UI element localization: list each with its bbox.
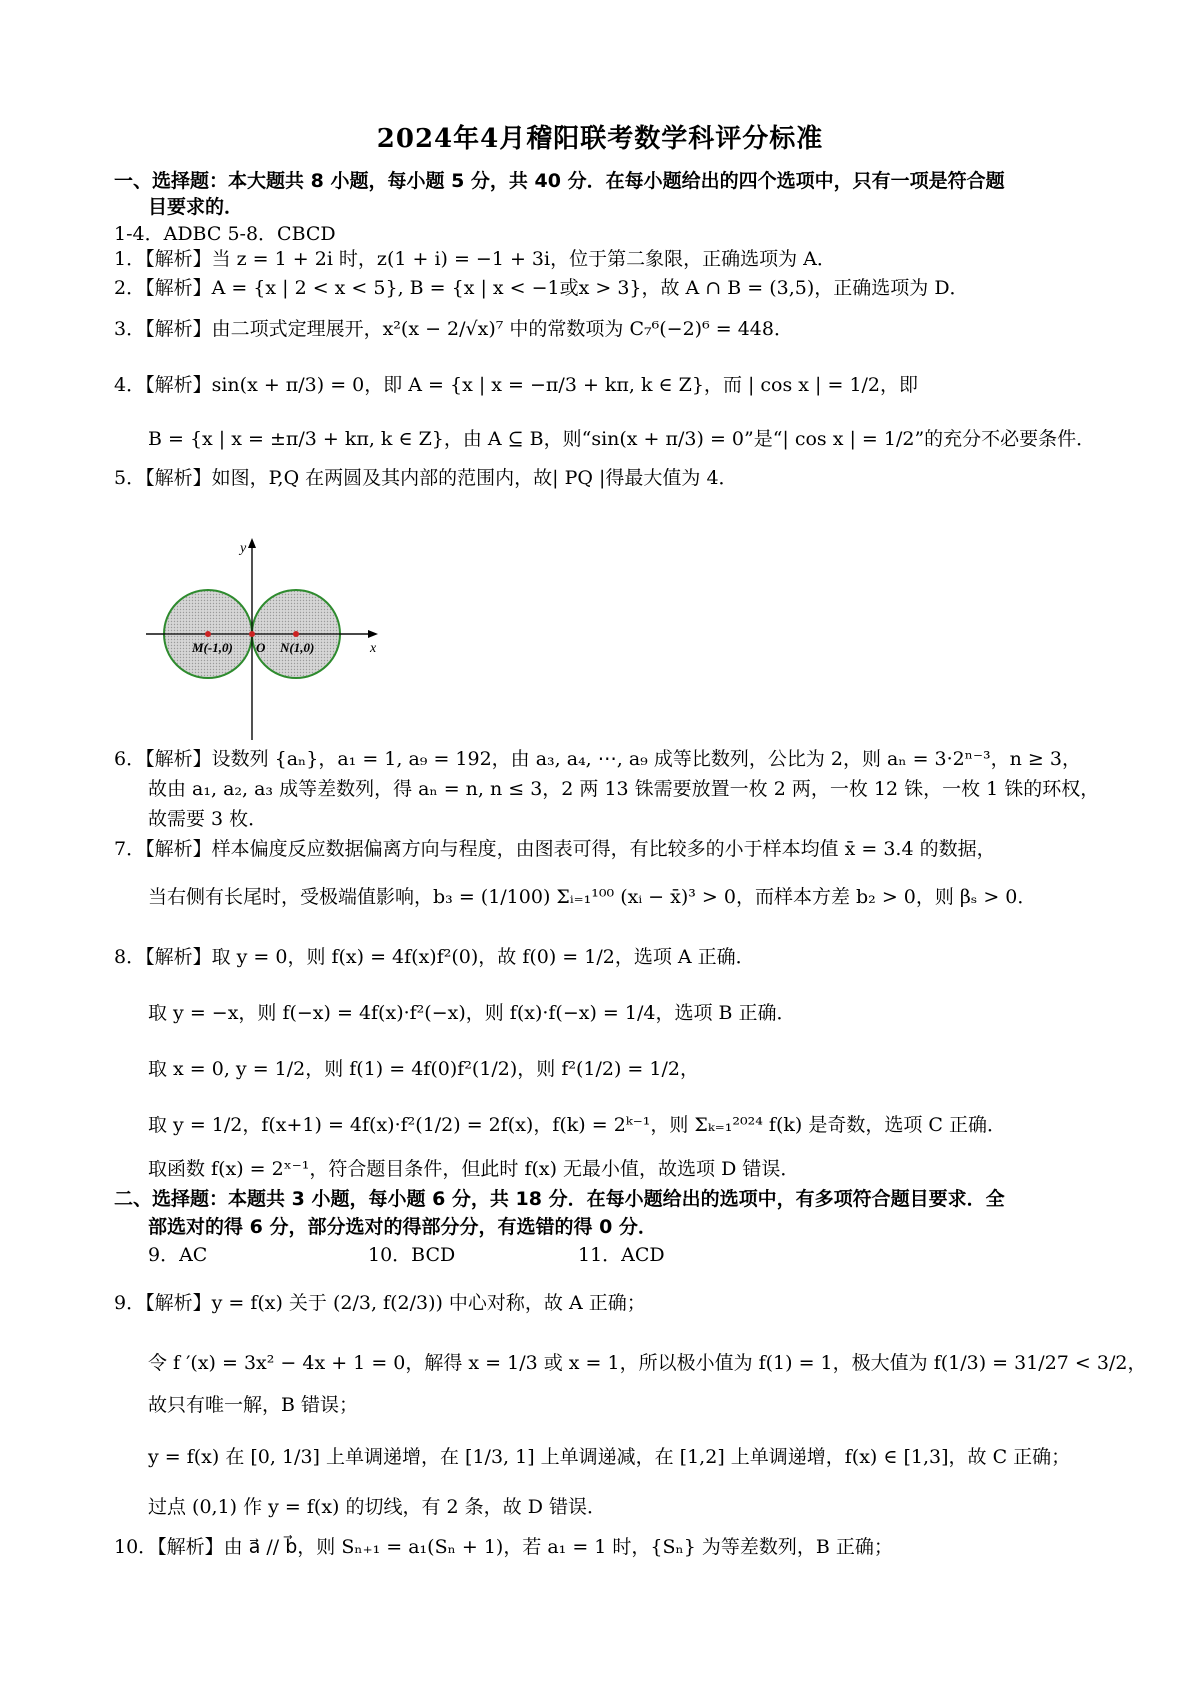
- label-origin: O: [256, 640, 266, 655]
- q3-solution: 3．【解析】由二项式定理展开，x²(x − 2/√x)⁷ 中的常数项为 C₇⁶(−2)⁶ = 448．: [114, 318, 793, 340]
- label-x: x: [370, 641, 377, 656]
- q8-solution-line2: 取 y = −x，则 f(−x) = 4f(x)·f²(−x)，则 f(x)·f(−x) = 1/4，选项 B 正确．: [148, 1002, 796, 1024]
- section1-heading-line2: 目要求的．: [148, 196, 244, 218]
- q6-solution-line1: 6．【解析】设数列 {aₙ}，a₁ = 1, a₉ = 192，由 a₃, a₄, ⋯, a₉ 成等比数列，公比为 2，则 aₙ = 3·2ⁿ⁻³，n ≥ 3，: [114, 748, 1081, 770]
- label-n: N(1,0): [280, 640, 315, 655]
- q8-solution-line1: 8．【解析】取 y = 0，则 f(x) = 4f(x)f²(0)，故 f(0) = 1/2，选项 A 正确．: [114, 946, 755, 968]
- q8-solution-line5: 取函数 f(x) = 2ˣ⁻¹，符合题目条件，但此时 f(x) 无最小值，故选项 D 错误．: [148, 1158, 800, 1180]
- q8-solution-line3: 取 x = 0, y = 1/2，则 f(1) = 4f(0)f²(1/2)，则 f²(1/2) = 1/2，: [148, 1058, 699, 1080]
- answer-11: 11．ACD: [578, 1244, 665, 1266]
- section1-heading-line1: 一、选择题：本大题共 8 小题，每小题 5 分，共 40 分．在每小题给出的四个选项中，只有一项是符合题: [114, 170, 1005, 192]
- q8-solution-line4: 取 y = 1/2，f(x+1) = 4f(x)·f²(1/2) = 2f(x)，f(k) = 2ᵏ⁻¹，则 Σₖ₌₁²⁰²⁴ f(k) 是奇数，选项 C 正确．: [148, 1114, 1006, 1136]
- q2-solution: 2．【解析】A = {x | 2 < x < 5}, B = {x | x < −1或x > 3}，故 A ∩ B = (3,5)，正确选项为 D．: [114, 277, 969, 299]
- q9-solution-line2: 令 f ′(x) = 3x² − 4x + 1 = 0，解得 x = 1/3 或 x = 1，所以极小值为 f(1) = 1，极大值为 f(1/3) = 31/27 < 3/2，: [148, 1352, 1147, 1374]
- q9-solution-line4: y = f(x) 在 [0, 1/3] 上单调递增，在 [1/3, 1] 上单调递减，在 [1,2] 上单调递增，f(x) ∈ [1,3]，故 C 正确；: [148, 1446, 1071, 1468]
- two-circles-figure: [146, 536, 420, 740]
- section2-heading-line1: 二、选择题：本题共 3 小题，每小题 6 分，共 18 分．在每小题给出的选项中，有多项符合题目要求．全: [114, 1188, 1005, 1210]
- q9-solution-line3: 故只有唯一解，B 错误；: [148, 1394, 359, 1416]
- q4-solution-line1: 4．【解析】sin(x + π/3) = 0，即 A = {x | x = −π/3 + kπ, k ∈ Z}，而 | cos x | = 1/2，即: [114, 374, 919, 396]
- answer-10: 10．BCD: [368, 1244, 456, 1266]
- q6-solution-line2: 故由 a₁, a₂, a₃ 成等差数列，得 aₙ = n, n ≤ 3，2 两 13 铢需要放置一枚 2 两，一枚 12 铢，一枚 1 铢的环权，: [148, 778, 1100, 800]
- point-m: [205, 631, 211, 637]
- section1-answers: 1-4．ADBC 5-8．CBCD: [114, 223, 336, 245]
- q9-solution-line5: 过点 (0,1) 作 y = f(x) 的切线，有 2 条，故 D 错误．: [148, 1496, 606, 1518]
- point-o: [249, 631, 255, 637]
- label-y: y: [240, 541, 247, 556]
- q5-solution: 5．【解析】如图，P,Q 在两圆及其内部的范围内，故| PQ |得最大值为 4．: [114, 467, 738, 489]
- page-title: 2024年4月稽阳联考数学科评分标准: [376, 124, 824, 154]
- label-m: M(-1,0): [192, 640, 233, 655]
- q10-solution-line1: 10．【解析】由 a⃗ // b⃗，则 Sₙ₊₁ = a₁(Sₙ + 1)，若 a₁ = 1 时，{Sₙ} 为等差数列，B 正确；: [114, 1536, 893, 1558]
- q7-solution-line1: 7．【解析】样本偏度反应数据偏离方向与程度，由图表可得，有比较多的小于样本均值 x̄ = 3.4 的数据，: [114, 838, 996, 860]
- point-n: [293, 631, 299, 637]
- q9-solution-line1: 9．【解析】y = f(x) 关于 (2/3, f(2/3)) 中心对称，故 A 正确；: [114, 1292, 646, 1314]
- q4-solution-line2: B = {x | x = ±π/3 + kπ, k ∈ Z}，由 A ⊆ B，则“sin(x + π/3) = 0”是“| cos x | = 1/2”的充分不必要条件．: [148, 428, 1096, 450]
- section2-heading-line2: 部选对的得 6 分，部分选对的得部分分，有选错的得 0 分．: [148, 1216, 657, 1238]
- q1-solution: 1．【解析】当 z = 1 + 2i 时，z(1 + i) = −1 + 3i，位于第二象限，正确选项为 A．: [114, 248, 836, 270]
- q7-solution-line2: 当右侧有长尾时，受极端值影响，b₃ = (1/100) Σᵢ₌₁¹⁰⁰ (xᵢ − x̄)³ > 0，而样本方差 b₂ > 0，则 βₛ > 0．: [148, 886, 1037, 908]
- answer-9: 9．AC: [148, 1244, 208, 1266]
- q6-solution-line3: 故需要 3 枚．: [148, 808, 268, 830]
